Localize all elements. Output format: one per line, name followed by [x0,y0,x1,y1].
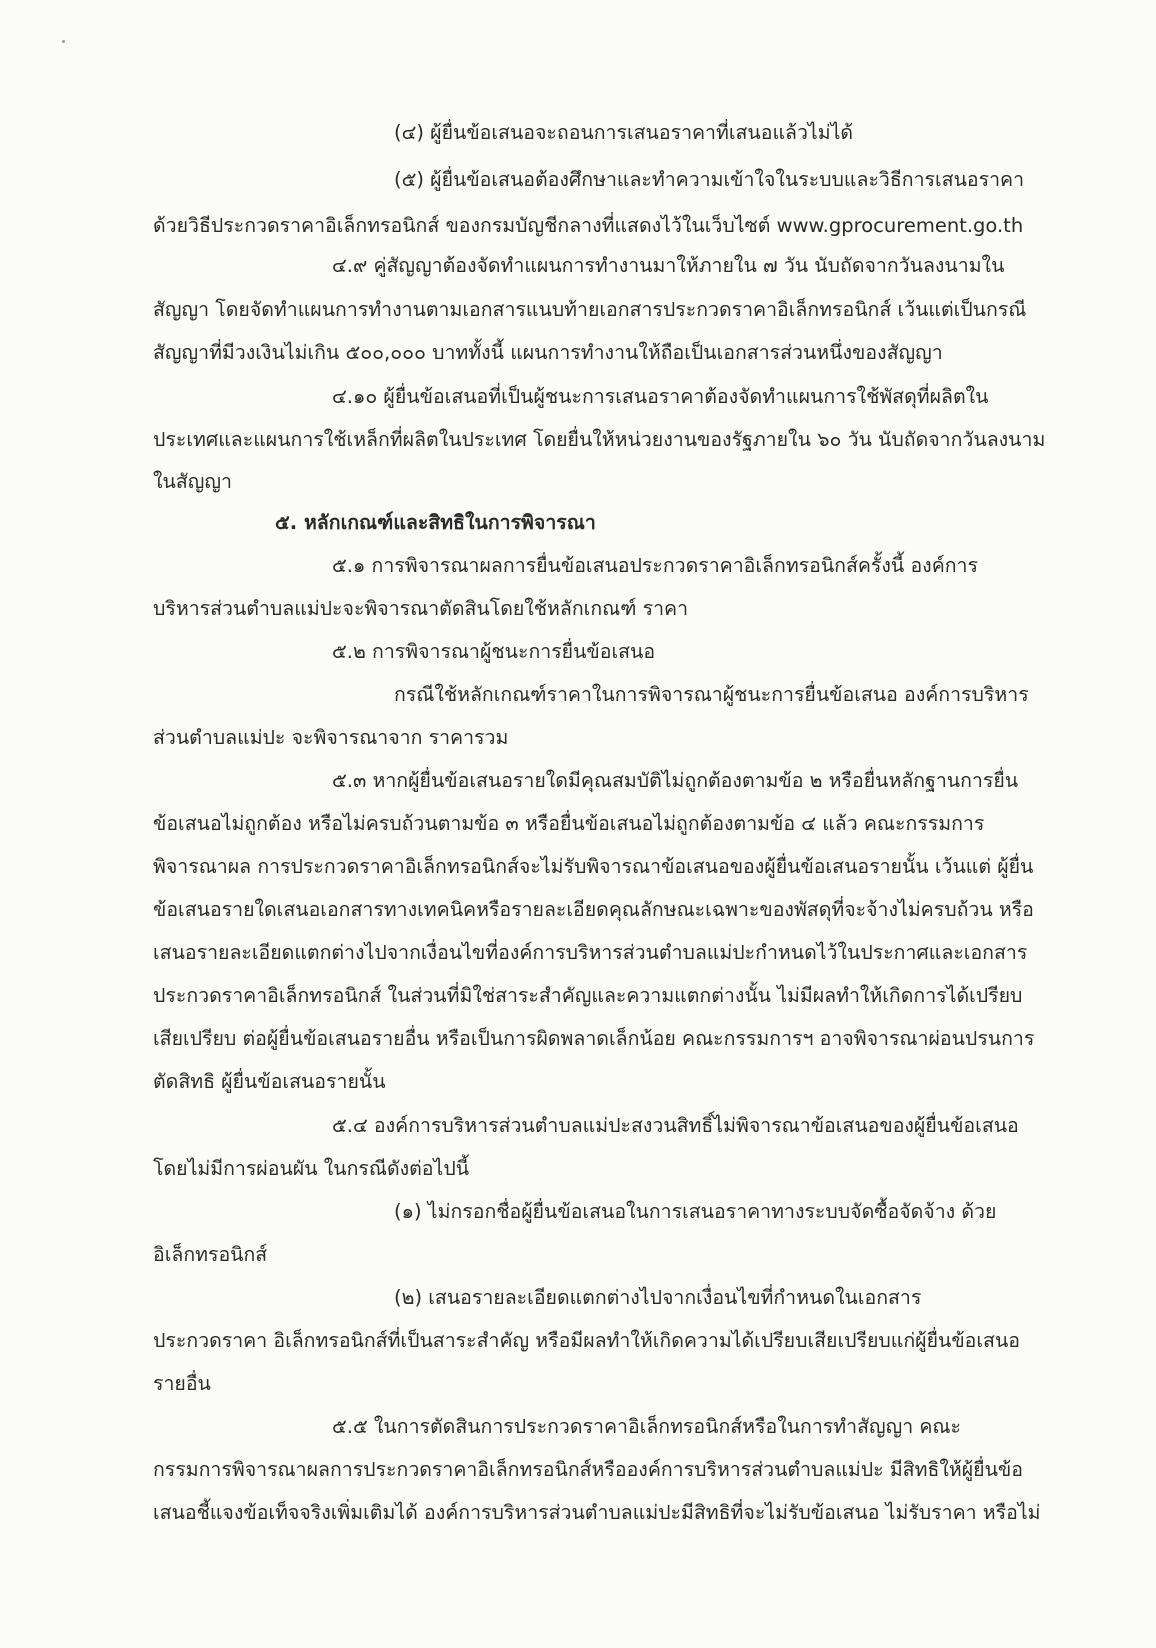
text-line: ข้อเสนอไม่ถูกต้อง หรือไม่ครบถ้วนตามข้อ ๓ หรือยื่นข้อเสนอไม่ถูกต้องตามข้อ ๔ แล้ว คณะกรรมการ [153,812,985,835]
text-line: รายอื่น [153,1372,211,1395]
text-line: ด้วยวิธีประกวดราคาอิเล็กทรอนิกส์ ของกรมบัญชีกลางที่แสดงไว้ในเว็บไซต์ www.gprocurement.go.th [153,214,1024,237]
text-line: อิเล็กทรอนิกส์ [153,1243,268,1266]
text-line: กรรมการพิจารณาผลการประกวดราคาอิเล็กทรอนิกส์หรือองค์การบริหารส่วนตำบลแม่ปะ มีสิทธิให้ผู้ยื่นข้อ [153,1458,1023,1481]
text-line: ตัดสิทธิ ผู้ยื่นข้อเสนอรายนั้น [153,1070,386,1093]
text-line: กรณีใช้หลักเกณฑ์ราคาในการพิจารณาผู้ชนะการยื่นข้อเสนอ องค์การบริหาร [394,683,1029,706]
text-line: (๑) ไม่กรอกชื่อผู้ยื่นข้อเสนอในการเสนอราคาทางระบบจัดซื้อจัดจ้าง ด้วย [394,1200,997,1223]
text-line: ๔.๙ คู่สัญญาต้องจัดทำแผนการทำงานมาให้ภายใน ๗ วัน นับถัดจากวันลงนามใน [332,254,1005,277]
text-line: ประกวดราคา อิเล็กทรอนิกส์ที่เป็นสาระสำคัญ หรือมีผลทำให้เกิดความได้เปรียบเสียเปรียบแก่ผู้ยื่นข้อเสนอ [153,1329,1020,1352]
text-line: (๕) ผู้ยื่นข้อเสนอต้องศึกษาและทำความเข้าใจในระบบและวิธีการเสนอราคา [394,168,1025,191]
section-heading: ๕. หลักเกณฑ์และสิทธิในการพิจารณา [275,511,596,534]
text-line: ๕.๓ หากผู้ยื่นข้อเสนอรายใดมีคุณสมบัติไม่ถูกต้องตามข้อ ๒ หรือยื่นหลักฐานการยื่น [332,769,1019,792]
text-line: บริหารส่วนตำบลแม่ปะจะพิจารณาตัดสินโดยใช้หลักเกณฑ์ ราคา [153,597,689,620]
text-line: เสียเปรียบ ต่อผู้ยื่นข้อเสนอรายอื่น หรือเป็นการผิดพลาดเล็กน้อย คณะกรรมการฯ อาจพิจารณาผ่อนปรนการ [153,1027,1035,1050]
text-line: ประเทศและแผนการใช้เหล็กที่ผลิตในประเทศ โดยยื่นให้หน่วยงานของรัฐภายใน ๖๐ วัน นับถัดจากวันลงนาม [153,428,1046,451]
text-line: สัญญา โดยจัดทำแผนการทำงานตามเอกสารแนบท้ายเอกสารประกวดราคาอิเล็กทรอนิกส์ เว้นแต่เป็นกรณี [153,298,1027,321]
text-line: (๔) ผู้ยื่นข้อเสนอจะถอนการเสนอราคาที่เสนอแล้วไม่ได้ [394,121,854,144]
text-line: ๕.๕ ในการตัดสินการประกวดราคาอิเล็กทรอนิกส์หรือในการทำสัญญา คณะ [332,1415,961,1438]
text-line: ๕.๑ การพิจารณาผลการยื่นข้อเสนอประกวดราคาอิเล็กทรอนิกส์ครั้งนี้ องค์การ [332,554,978,577]
text-line: โดยไม่มีการผ่อนผัน ในกรณีดังต่อไปนี้ [153,1157,470,1180]
text-line: (๒) เสนอรายละเอียดแตกต่างไปจากเงื่อนไขที่กำหนดในเอกสาร [394,1286,922,1309]
text-line: ส่วนตำบลแม่ปะ จะพิจารณาจาก ราคารวม [153,726,509,749]
text-line: ๔.๑๐ ผู้ยื่นข้อเสนอที่เป็นผู้ชนะการเสนอราคาต้องจัดทำแผนการใช้พัสดุที่ผลิตใน [332,385,989,408]
text-line: ข้อเสนอรายใดเสนอเอกสารทางเทคนิคหรือรายละเอียดคุณลักษณะเฉพาะของพัสดุที่จะจ้างไม่ครบถ้วน หรือ [153,898,1034,921]
text-line: ๕.๔ องค์การบริหารส่วนตำบลแม่ปะสงวนสิทธิ์ไม่พิจารณาข้อเสนอของผู้ยื่นข้อเสนอ [332,1114,1019,1137]
text-line: พิจารณาผล การประกวดราคาอิเล็กทรอนิกส์จะไม่รับพิจารณาข้อเสนอของผู้ยื่นข้อเสนอรายนั้น เว้นแต่ ผู้ยื่น [153,855,1034,878]
scan-speck [62,40,65,43]
text-line: ในสัญญา [153,470,232,493]
text-line: เสนอชี้แจงข้อเท็จจริงเพิ่มเติมได้ องค์การบริหารส่วนตำบลแม่ปะมีสิทธิที่จะไม่รับข้อเสนอ ไม่รับราคา หรือไม่ [153,1501,1041,1524]
text-line: เสนอรายละเอียดแตกต่างไปจากเงื่อนไขที่องค์การบริหารส่วนตำบลแม่ปะกำหนดไว้ในประกาศและเอกสาร [153,941,1028,964]
text-line: สัญญาที่มีวงเงินไม่เกิน ๕๐๐,๐๐๐ บาททั้งนี้ แผนการทำงานให้ถือเป็นเอกสารส่วนหนึ่งของสัญญา [153,341,943,364]
text-line: ประกวดราคาอิเล็กทรอนิกส์ ในส่วนที่มิใช่สาระสำคัญและความแตกต่างนั้น ไม่มีผลทำให้เกิดการได้เปรียบ [153,984,1023,1007]
text-line: ๕.๒ การพิจารณาผู้ชนะการยื่นข้อเสนอ [332,640,656,663]
